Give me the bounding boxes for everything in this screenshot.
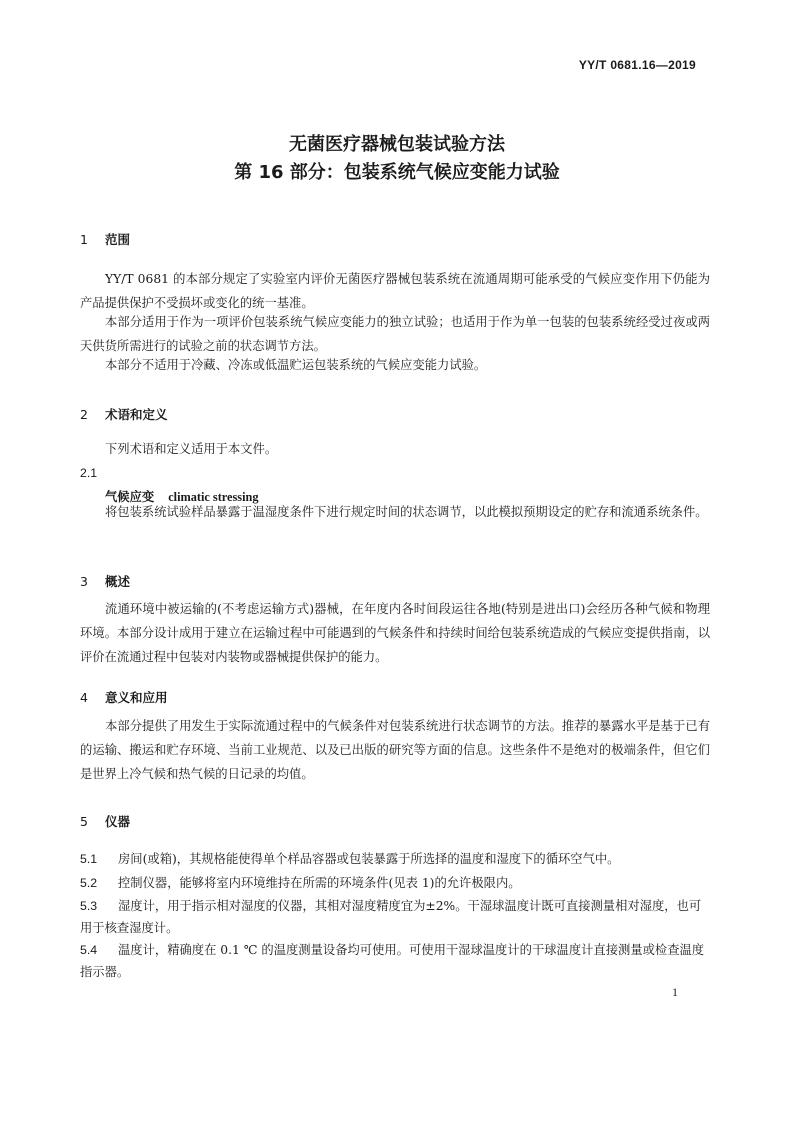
list-item: [80, 848, 710, 870]
term-chinese: 气候应变: [105, 490, 155, 504]
section-1-paragraph-3: 本部分不适用于冷藏、冷冻或低温贮运包装系统的气候应变能力试验。: [105, 358, 487, 372]
section-title: 概述: [105, 574, 131, 589]
item-text: 湿度计，用于指示相对湿度的仪器，其相对湿度精度宜为±2%。干湿球温度计既可直接测量相对湿度，也可用于核查湿度计。: [80, 899, 702, 935]
term-english: climatic stressing: [168, 490, 259, 504]
item-number: 5.2: [80, 876, 98, 890]
section-title: 意义和应用: [105, 690, 168, 705]
page-number: 1: [672, 985, 678, 999]
item-text: 控制仪器，能够将室内环境维持在所需的环境条件(见表 1)的允许极限内。: [118, 876, 521, 890]
document-title: 无菌医疗器械包装试验方法: [289, 134, 505, 155]
item-number: 5.3: [80, 899, 98, 913]
standard-number: YY/T 0681.16—2019: [578, 58, 696, 72]
document-subtitle: 第 16 部分：包装系统气候应变能力试验: [234, 162, 560, 183]
section-4-heading: [80, 688, 168, 706]
section-2-intro: 下列术语和定义适用于本文件。: [105, 442, 278, 456]
section-3-heading: [80, 572, 130, 590]
section-title: 范围: [105, 232, 131, 247]
section-5-heading: [80, 812, 130, 830]
section-title: 仪器: [105, 814, 131, 829]
list-item: [80, 895, 710, 939]
list-item: [80, 939, 710, 983]
item-text: 房间(或箱)，其规格能使得单个样品容器或包装暴露于所选择的温度和湿度下的循环空气中。: [118, 852, 620, 866]
section-3-paragraph: 流通环境中被运输的(不考虑运输方式)器械，在年度内各时间段运往各地(特别是进出口)会经历各种气候和物理环境。本部分设计成用于建立在运输过程中可能遇到的气候条件和持续时间给包装系统造成的气候应变提供指南，以评价在流通过程中包装对内装物或器械提供保护的能力。: [80, 602, 710, 664]
term-definition: 将包装系统试验样品暴露于温湿度条件下进行规定时间的状态调节，以此模拟预期设定的贮存和流通系统条件。: [105, 505, 708, 519]
term-number: 2.1: [80, 466, 98, 480]
section-number: 2: [80, 407, 88, 422]
section-number: 3: [80, 574, 88, 589]
item-number: 5.4: [80, 943, 98, 957]
section-4-paragraph: 本部分提供了用发生于实际流通过程中的气候条件对包装系统进行状态调节的方法。推荐的暴露水平是基于已有的运输、搬运和贮存环境、当前工业规范、以及已出版的研究等方面的信息。这些条件不是绝对的极端条件，但它们是世界上冷气候和热气候的日记录的均值。: [80, 719, 710, 781]
section-1-paragraph-1: YY/T 0681 的本部分规定了实验室内评价无菌医疗器械包装系统在流通周期可能承受的气候应变作用下仍能为产品提供保护不受损坏或变化的统一基准。: [80, 272, 710, 310]
section-number: 4: [80, 690, 88, 705]
section-number: 5: [80, 814, 88, 829]
section-1-paragraph-2: 本部分适用于作为一项评价包装系统气候应变能力的独立试验；也适用于作为单一包装的包装系统经受过夜或两天供货所需进行的试验之前的状态调节方法。: [80, 315, 710, 353]
section-2-heading: [80, 405, 168, 423]
section-title: 术语和定义: [105, 407, 168, 422]
item-text: 温度计，精确度在 0.1 ℃ 的温度测量设备均可使用。可使用干湿球温度计的干球温度计直接测量或检查温度指示器。: [80, 943, 705, 979]
section-1-heading: [80, 230, 130, 248]
item-number: 5.1: [80, 852, 98, 866]
list-item: [80, 872, 710, 894]
section-number: 1: [80, 232, 88, 247]
